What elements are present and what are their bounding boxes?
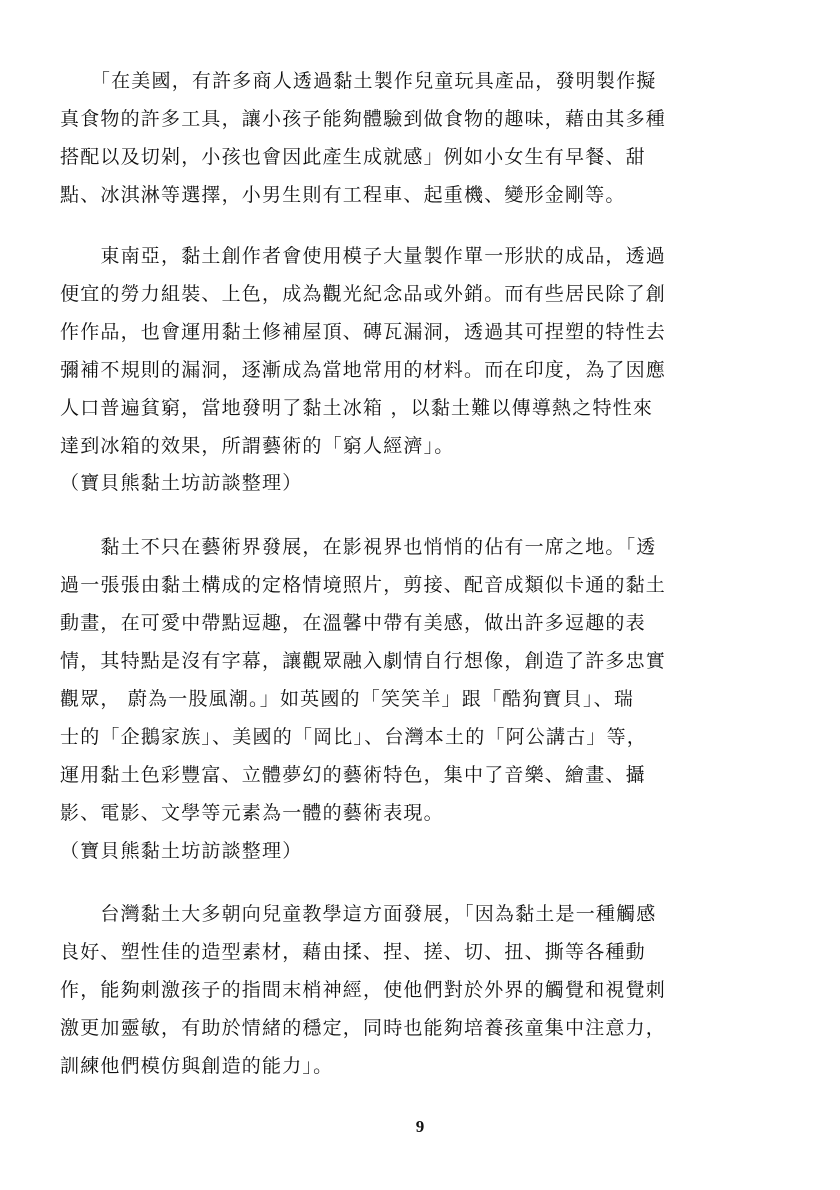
text-line: 「在美國，有許多商人透過黏土製作兒童玩具產品，發明製作擬: [60, 70, 657, 92]
source-citation: （寶貝熊黏土坊訪談整理）: [60, 840, 303, 862]
text-line: 情，其特點是沒有字幕，讓觀眾融入劇情自行想像，創造了許多忠實: [60, 650, 667, 672]
text-line: 訓練他們模仿與創造的能力」。: [60, 1055, 334, 1077]
text-line: 台灣黏土大多朝向兒童教學這方面發展，「因為黏土是一種觸感: [60, 903, 657, 925]
text-line: 激更加靈敏，有助於情緒的穩定，同時也能夠培養孩童集中注意力，: [60, 1017, 667, 1039]
text-line: 搭配以及切剁，小孩也會因此產生成就感」例如小女生有早餐、甜: [60, 146, 646, 168]
text-line: 動畫，在可愛中帶點逗趣，在溫馨中帶有美感，做出許多逗趣的表: [60, 612, 646, 634]
text-line: 達到冰箱的效果，所謂藝術的「窮人經濟」。: [60, 435, 455, 457]
text-line: 觀眾， 蔚為一股風潮。」如英國的「笑笑羊」跟「酷狗寶貝」、瑞: [60, 688, 635, 710]
text-line: 點、冰淇淋等選擇，小男生則有工程車、起重機、變形金剛等。: [60, 184, 626, 206]
paragraph-southeast-asia: [60, 237, 780, 465]
text-line: 人口普遍貧窮，當地發明了黏土冰箱 ，以黏土難以傳導熱之特性來: [60, 397, 654, 419]
text-line: 影、電影、文學等元素為一體的藝術表現。: [60, 802, 444, 824]
text-line: 過一張張由黏土構成的定格情境照片，剪接、配音成類似卡通的黏土: [60, 574, 667, 596]
paragraph-clay-animation: [60, 528, 780, 832]
page-number: 9: [415, 1117, 425, 1136]
source-citation: （寶貝熊黏土坊訪談整理）: [60, 472, 303, 494]
paragraph-taiwan-education: [60, 895, 780, 1085]
text-line: 彌補不規則的漏洞，逐漸成為當地常用的材料。而在印度，為了因應: [60, 359, 667, 381]
text-line: 士的「企鵝家族」、美國的「岡比」、台灣本土的「阿公講古」等，: [60, 726, 648, 748]
text-line: 黏土不只在藝術界發展，在影視界也悄悄的佔有一席之地。「透: [60, 536, 657, 558]
text-line: 良好、塑性佳的造型素材，藉由揉、捏、搓、切、扭、撕等各種動: [60, 941, 646, 963]
text-line: 真食物的許多工具，讓小孩子能夠體驗到做食物的趣味，藉由其多種: [60, 108, 667, 130]
text-line: 東南亞，黏土創作者會使用模子大量製作單一形狀的成品，透過: [60, 245, 667, 267]
paragraph-us-clay-toys: [60, 62, 780, 214]
text-line: 作，能夠刺激孩子的指間末梢神經，使他們對於外界的觸覺和視覺刺: [60, 979, 667, 1001]
text-line: 便宜的勞力組裝、上色，成為觀光紀念品或外銷。而有些居民除了創: [60, 283, 667, 305]
text-line: 作作品，也會運用黏土修補屋頂、磚瓦漏洞，透過其可捏塑的特性去: [60, 321, 667, 343]
text-line: 運用黏土色彩豐富、立體夢幻的藝術特色，集中了音樂、繪畫、攝: [60, 764, 646, 786]
